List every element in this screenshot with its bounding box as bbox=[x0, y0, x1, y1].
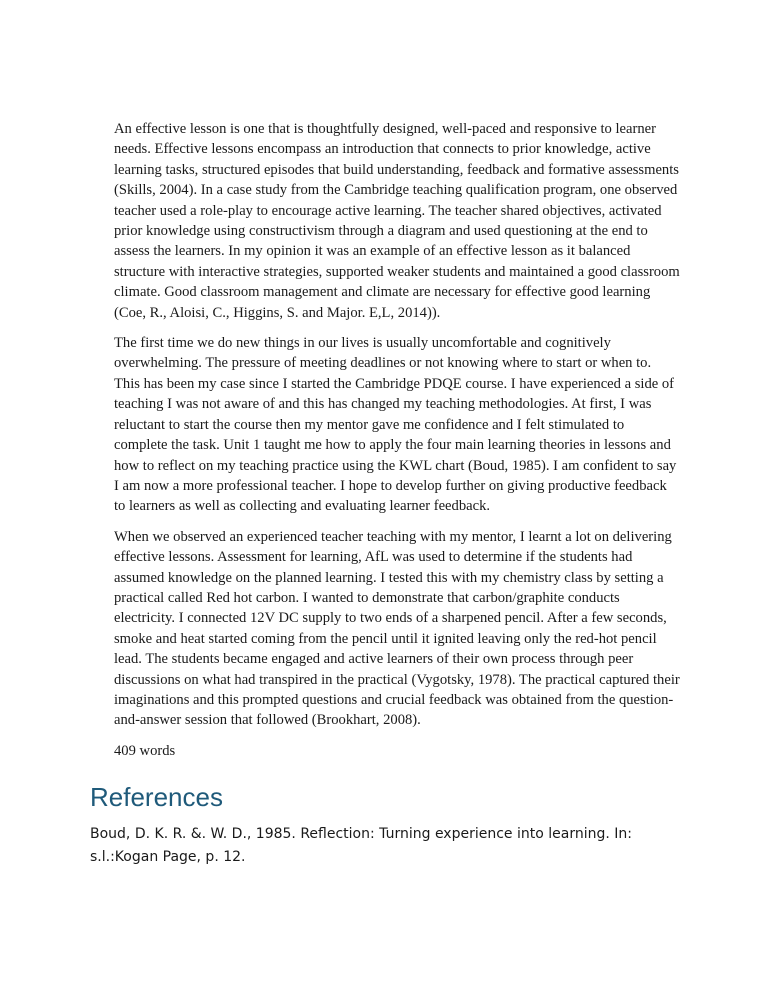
body-paragraph: The first time we do new things in our lives is usually uncomfortable and cognitively overwhelming. The pressure of meeting deadlines or not knowing where to start or when to. This has been my case since I started the Cambridge PDQE course. I have experienced a side of teaching I was not aware of and this has changed my teaching methodologies. At first, I was reluctant to start the course then my mentor gave me confidence and I felt stimulated to complete the task. Unit 1 taught me how to apply the four main learning theories in lessons and how to reflect on my teaching practice using the KWL chart (Boud, 1985). I am confident to say I am now a more professional teacher. I hope to develop further on giving productive feedback to learners as well as collecting and evaluating learner feedback. bbox=[114, 335, 677, 515]
word-count: 409 words bbox=[114, 742, 176, 759]
document-page bbox=[90, 119, 680, 869]
body-paragraph: An effective lesson is one that is thoughtfully designed, well-paced and responsive to learner needs. Effective lessons encompass an introduction that connects to prior knowledge, active learning tasks, structured episodes that build understanding, feedback and formative assessments (Skills, 2004). In a case study from the Cambridge teaching qualification program, one observed teacher used a role-play to encourage active learning. The teacher shared objectives, activated prior knowledge using constructivism through a diagram and used questioning at the end to assess the learners. In my opinion it was an example of an effective lesson as it balanced structure with interactive strategies, supported weaker students and maintained a good classroom climate. Good classroom management and climate are necessary for effective good learning (Coe, R., Aloisi, C., Higgins, S. and Major. E,L, 2014)). bbox=[114, 121, 680, 321]
reference-entry: Boud, D. K. R. &. W. D., 1985. Reflection: Turning experience into learning. In: s.l.:Kogan Page, p. 12. bbox=[90, 826, 632, 866]
references-heading: References bbox=[90, 782, 223, 813]
body-paragraph: When we observed an experienced teacher teaching with my mentor, I learnt a lot on delivering effective lessons. Assessment for learning, AfL was used to determine if the students had assumed knowledge on the planned learning. I tested this with my chemistry class by setting a practical called Red hot carbon. I wanted to demonstrate that carbon/graphite conducts electricity. I connected 12V DC supply to two ends of a sharpened pencil. After a few seconds, smoke and heat started coming from the pencil until it ignited leaving only the red-hot pencil lead. The students became engaged and active learners of their own process through peer discussions on what had transpired in the practical (Vygotsky, 1978). The practical captured their imaginations and this prompted questions and crucial feedback was obtained from the question-and-answer session that followed (Brookhart, 2008). bbox=[114, 528, 680, 729]
